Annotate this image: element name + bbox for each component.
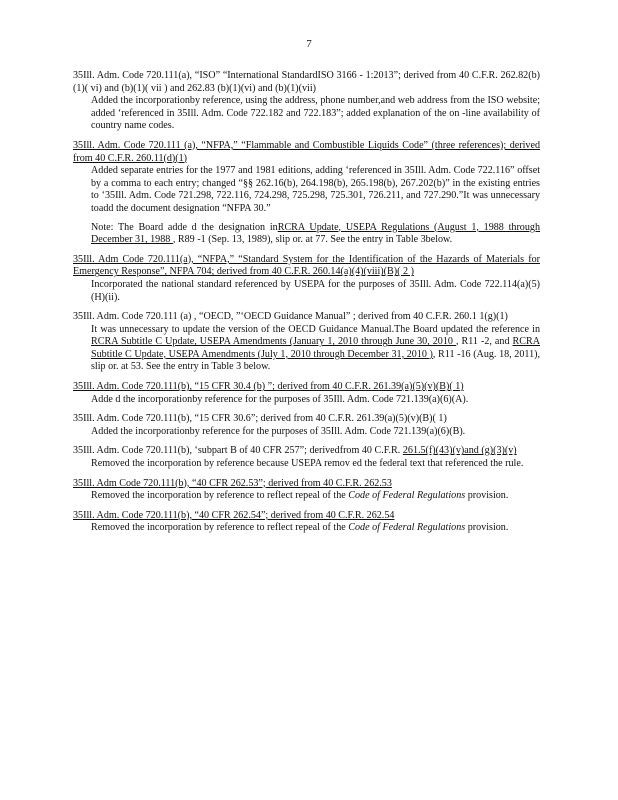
text-segment: provision. xyxy=(465,490,509,502)
entry-explanation xyxy=(73,522,540,535)
text-segment: Added the incorporationby reference for the purposes of 35Ill. Adm. Code 721.139(a)(6)(B). xyxy=(91,425,466,437)
entry-explanation xyxy=(73,279,540,304)
history-entry xyxy=(73,510,540,535)
text-segment: Removed the incorporation by reference to reflect repeal of the xyxy=(91,490,349,502)
entry-citation xyxy=(73,70,540,95)
text-segment: Removed the incorporation by reference to reflect repeal of the xyxy=(91,522,349,534)
text-segment: 35Ill. Adm. Code 720.111 (a), “NFPA,” “Flammable and Combustible Liquids Code” (three references); derived from 40 C.F.R. 260.11(d)(1) xyxy=(73,139,540,164)
page-number: 7 xyxy=(306,38,312,50)
entry-citation xyxy=(73,381,540,394)
document-body xyxy=(73,70,540,542)
entry-citation xyxy=(73,445,540,458)
entry-explanation xyxy=(73,95,540,133)
text-segment: , R11 -2, and xyxy=(455,336,513,348)
text-segment: It was unnecessary to update the version of the OECD Guidance Manual.The Board updated the reference in xyxy=(91,323,540,335)
text-segment: 35Ill. Adm. Code 720.111(b), ‘subpart B of 40 CFR 257”; derivedfrom 40 C.F.R. xyxy=(73,445,403,457)
text-segment: Added separate entries for the 1977 and 1981 editions, adding ‘referenced in 35Ill. Adm. Code 722.116” offset by a comma to each entry; changed “§§ 262.16(b), 264.198(b), 265.198(b), 267.202(b)” in the existing entries to ‘35Ill. Adm. Code 721.298, 722.116, 724.298, 725.298, 725.301, 726.211, and 727.290.”It was unnecessary toadd the document designation “NFPA 30.” xyxy=(91,165,540,214)
entry-citation xyxy=(73,478,540,491)
entry-citation xyxy=(73,413,540,426)
entry-explanation xyxy=(73,324,540,374)
history-entry xyxy=(73,478,540,503)
entry-note xyxy=(73,222,540,247)
history-entry xyxy=(73,70,540,133)
entry-citation xyxy=(73,140,540,165)
text-segment: Note: The Board adde d the designation in xyxy=(91,221,278,233)
entry-explanation xyxy=(73,426,540,439)
entry-citation xyxy=(73,510,540,523)
history-entry xyxy=(73,254,540,304)
entry-explanation xyxy=(73,458,540,471)
entry-explanation xyxy=(73,490,540,503)
text-segment: Added the incorporationby reference, using the address, phone number,and web address from the ISO website; added ‘referenced in 35Ill. Adm. Code 722.182 and 722.183”; added explanation of the on -line availability of country name codes. xyxy=(91,95,540,132)
text-segment: 35Ill. Adm. Code 720.111(b), “40 CFR 262.54”; derived from 40 C.F.R. 262.54 xyxy=(73,509,395,521)
text-segment: 35Ill. Adm Code 720.111(a), “NFPA,” “Standard System for the Identification of the Hazards of Materials for Emergency Response”, NFPA 704; derived from 40 C.F.R. 260.14(a)(4)(viii)(B)( 2 ) xyxy=(73,253,540,278)
text-segment: Removed the incorporation by reference because USEPA remov ed the federal text that referenced the rule. xyxy=(91,458,524,470)
history-entry xyxy=(73,381,540,406)
entry-explanation xyxy=(73,394,540,407)
text-segment: 35Ill. Adm. Code 720.111(b), “15 CFR 30.4 (b) ”; derived from 40 C.F.R. 261.39(a)(5)(v)(B)( 1) xyxy=(73,381,464,393)
text-segment: Code of Federal Regulations xyxy=(348,490,466,502)
text-segment: 35Ill. Adm Code 720.111(b), “40 CFR 262.53”; derived from 40 C.F.R. 262.53 xyxy=(73,477,392,489)
text-segment: 35Ill. Adm. Code 720.111(a), “ISO” “International StandardISO 3166 - 1:2013”; derived from 40 C.F.R. 262.82(b)(1)( vi) and (b)(1)( vii ) and 262.83 (b)(1)(vi) and (b)(1)(vii) xyxy=(73,70,540,94)
text-segment: RCRA Subtitle C Update, USEPA Amendments (January 1, 2010 through June 30, 2010 xyxy=(91,336,456,348)
text-segment: , R11 -16 (Aug. 18, 2011), slip or. at 53. See the entry in Table 3 below. xyxy=(91,348,541,373)
text-segment: Adde d the incorporationby reference for the purposes of 35Ill. Adm. Code 721.139(a)(6)(A). xyxy=(91,393,469,405)
text-segment: RCRA Update, USEPA Regulations (August 1, 1988 through December 31, 1988 xyxy=(91,221,540,246)
history-entry xyxy=(73,413,540,438)
text-segment: 35Ill. Adm. Code 720.111(b), “15 CFR 30.6”; derived from 40 C.F.R. 261.39(a)(5)(v)(B)( 1) xyxy=(73,413,447,425)
entry-explanation xyxy=(73,165,540,215)
text-segment: 261.5(f)(43)(v)and (g)(3)(v) xyxy=(402,445,517,457)
history-entry xyxy=(73,140,540,247)
entry-citation xyxy=(73,311,540,324)
text-segment: , R89 -1 (Sep. 13, 1989), slip or. at 77. See the entry in Table 3below. xyxy=(172,234,453,246)
history-entry xyxy=(73,311,540,374)
text-segment: 35Ill. Adm. Code 720.111 (a) , “OECD, ”‘OECD Guidance Manual” ; derived from 40 C.F.R. 260.1 1(g)(1) xyxy=(73,311,508,323)
text-segment: Code of Federal Regulations xyxy=(348,522,466,534)
entry-citation xyxy=(73,254,540,279)
history-entry xyxy=(73,445,540,470)
text-segment: RCRA Subtitle C Update, USEPA Amendments (July 1, 2010 through December 31, 2010 ) xyxy=(91,336,541,360)
text-segment: Incorporated the national standard referenced by USEPA for the purposes of 35Ill. Adm. Code 722.114(a)(5)(H)(ii). xyxy=(91,278,540,303)
text-segment: provision. xyxy=(465,522,509,534)
